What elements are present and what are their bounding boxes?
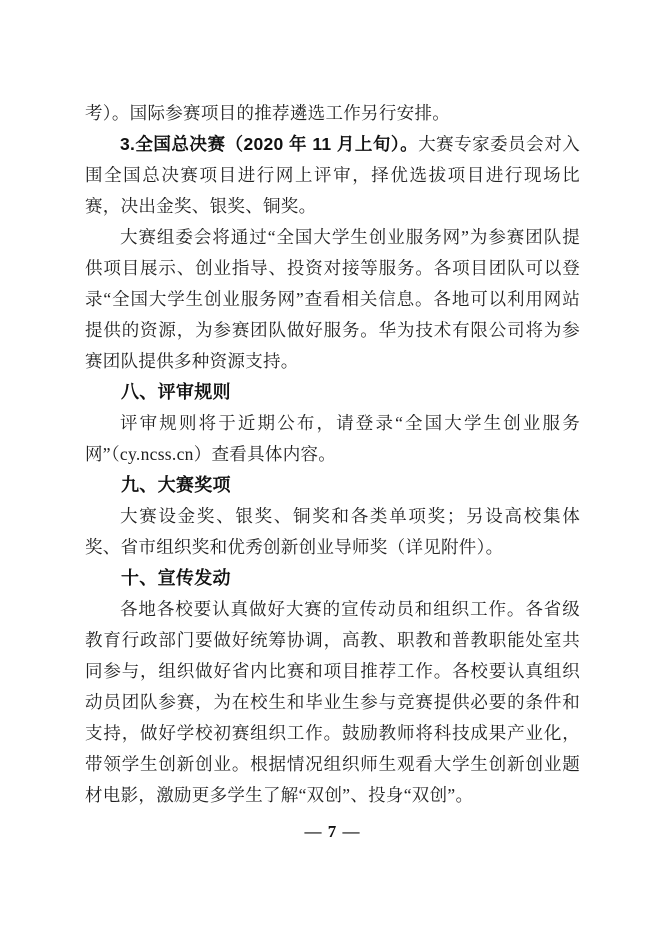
paragraph-service-platform: 大赛组委会将通过“全国大学生创业服务网”为参赛团队提供项目展示、创业指导、投资对接等服务。各项目团队可以登录“全国大学生创业服务网”查看相关信息。各地可以利用网站提供的资源，为参赛团队做好服务。华为技术有限公司将为参赛团队提供多种资源支持。 xyxy=(85,227,580,371)
paragraph-publicity: 各地各校要认真做好大赛的宣传动员和组织工作。各省级教育行政部门要做好统筹协调，高教、职教和普教职能处室共同参与，组织做好省内比赛和项目推荐工作。各校要认真组织动员团队参赛，为在校生和毕业生参与竞赛提供必要的条件和支持，做好学校初赛组织工作。鼓励教师将科技成果产业化，带领学生创新创业。根据情况组织师生观看大学生创新创业题材电影，激励更多学生了解“双创”、投身“双创”。 xyxy=(85,599,580,805)
bold-lead-national-final: 3.全国总决赛（2020 年 11 月上旬）。 xyxy=(120,134,419,154)
paragraph-national-final xyxy=(85,129,580,222)
paragraph-continuation: 考）。国际参赛项目的推荐遴选工作另行安排。 xyxy=(85,103,451,123)
section-heading-review-rules: 八、评审规则 xyxy=(121,382,231,402)
paragraph-review-rules: 评审规则将于近期公布，请登录“全国大学生创业服务网”（cy.ncss.cn）查看具体内容。 xyxy=(85,413,580,464)
section-heading-publicity: 十、宣传发动 xyxy=(121,568,231,588)
paragraph-national-final-rest: 大赛专家委员会对入围全国总决赛项目进行网上评审，择优选拔项目进行现场比赛，决出金奖、银奖、铜奖。 xyxy=(85,134,581,216)
paragraph-awards: 大赛设金奖、银奖、铜奖和各类单项奖；另设高校集体奖、省市组织奖和优秀创新创业导师奖（详见附件）。 xyxy=(85,506,580,557)
page-number: — 7 — xyxy=(304,822,361,841)
section-heading-awards: 九、大赛奖项 xyxy=(121,475,231,495)
